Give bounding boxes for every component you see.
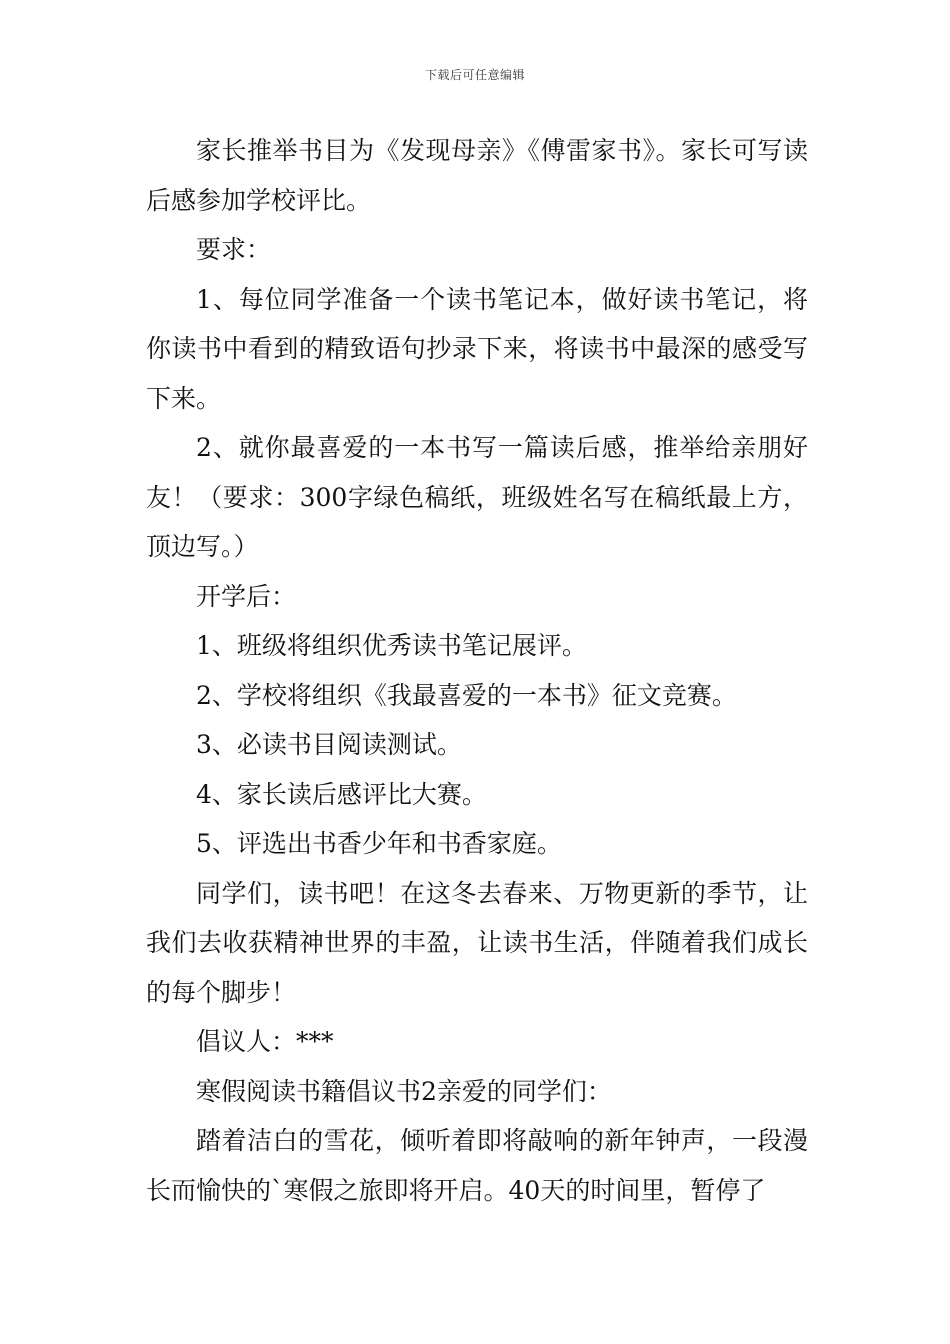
paragraph-proposer: 倡议人：*** [196, 1027, 334, 1056]
paragraph-activity-1: 1、班级将组织优秀读书笔记展评。 [196, 631, 587, 660]
paragraph-activity-4: 4、家长读后感评比大赛。 [196, 779, 487, 809]
paragraph-activity-5: 5、评选出书香少年和书香家庭。 [196, 829, 562, 858]
paragraph-second-letter-title: 寒假阅读书籍倡议书2亲爱的同学们： [196, 1076, 612, 1106]
paragraph-closing-call: 同学们，读书吧！在这冬去春来、万物更新的季节，让我们去收获精神世界的丰盈，让读书生活，伴随着我们成长的每个脚步！ [146, 878, 808, 1007]
paragraph-activity-3: 3、必读书目阅读测试。 [196, 730, 462, 759]
paragraph-second-letter-body: 踏着洁白的雪花，倾听着即将敲响的新年钟声，一段漫长而愉快的`寒假之旅即将开启。40天的时间里，暂停了 [146, 1126, 808, 1205]
paragraph-requirement-2: 2、就你最喜爱的一本书写一篇读后感，推举给亲朋好友！（要求：300字绿色稿纸，班级姓名写在稿纸最上方，顶边写。） [146, 433, 808, 561]
paragraph-requirement-1: 1、每位同学准备一个读书笔记本，做好读书笔记，将你读书中看到的精致语句抄录下来，将读书中最深的感受写下来。 [146, 284, 808, 413]
document-body [146, 126, 808, 1215]
paragraph-parent-books: 家长推举书目为《发现母亲》《傅雷家书》。家长可写读后感参加学校评比。 [146, 136, 808, 215]
paragraph-requirements-heading: 要求： [196, 235, 272, 264]
page-header: 下载后可任意编辑 [424, 68, 525, 82]
paragraph-activity-2: 2、学校将组织《我最喜爱的一本书》征文竞赛。 [196, 680, 737, 710]
paragraph-after-school-heading: 开学后： [196, 581, 297, 611]
